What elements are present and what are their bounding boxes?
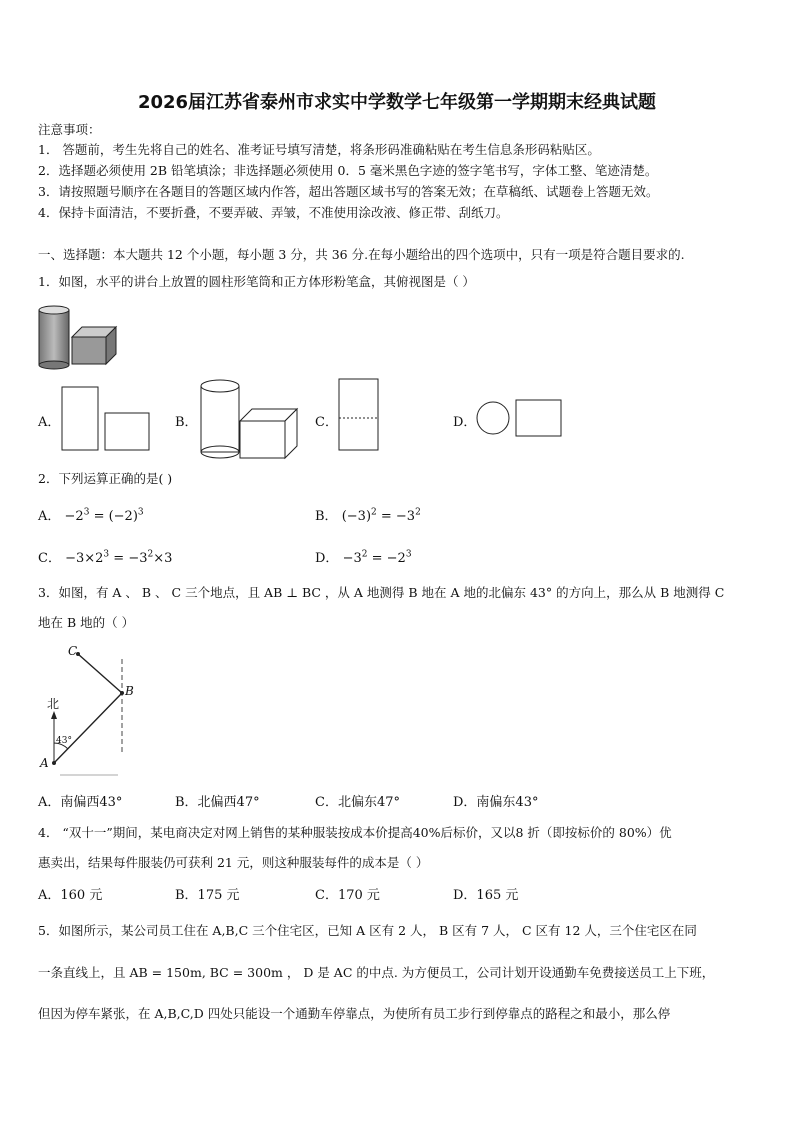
q3-point-a: A xyxy=(40,756,49,770)
q4-stem-line1: 4． “双十一”期间，某电商决定对网上销售的某种服装按成本价提高40%后标价，又以8 折（即按标价的 80%）优 xyxy=(38,825,672,840)
q3-point-b: B xyxy=(125,684,134,698)
q5-stem-line2: 一条直线上，且 AB = 150m, BC = 300m ， D 是 AC 的中点. 为方便员工，公司计划开设通勤车免费接送员工上下班， xyxy=(38,965,715,980)
notice-item-2: 2．选择题必须使用 2B 铅笔填涂；非选择题必须使用 0．5 毫米黑色字迹的签字笔书写，字体工整、笔迹清楚。 xyxy=(38,163,658,178)
q3-option-a: A．南偏西43° xyxy=(38,795,123,810)
q1-option-d-figure xyxy=(476,398,564,438)
q3-stem-line2: 地在 B 地的（ ） xyxy=(38,615,135,630)
q2-option-c: C． $-3\times 2^3 = -3^2\times 3$ xyxy=(38,549,173,566)
q1-option-a-label: A． xyxy=(38,415,61,430)
notice-item-4: 4．保持卡面清洁，不要折叠，不要弄破、弄皱，不准使用涂改液、修正带、刮纸刀。 xyxy=(38,205,509,220)
q2-option-d: D． $-3^2 = -2^3$ xyxy=(315,549,412,566)
q4-option-d: D．165 元 xyxy=(453,888,519,903)
q2-option-b: B． $(-3)^2 = -3^2$ xyxy=(315,507,421,524)
section-heading: 一、选择题：本大题共 12 个小题，每小题 3 分，共 36 分.在每小题给出的四个选项中，只有一项是符合题目要求的. xyxy=(38,247,685,262)
q1-option-c-figure xyxy=(338,378,380,452)
q5-stem-line3: 但因为停车紧张，在 A,B,C,D 四处只能设一个通勤车停靠点，为使所有员工步行到停靠点的路程之和最小，那么停 xyxy=(38,1006,671,1021)
q1-figure xyxy=(38,302,128,372)
notice-item-1: 1． 答题前，考生先将自己的姓名、准考证号填写清楚，将条形码准确粘贴在考生信息条形码粘贴区。 xyxy=(38,142,600,157)
q4-option-a: A．160 元 xyxy=(38,888,103,903)
q2-option-a: A． $-2^3 = (-2)^3$ xyxy=(38,507,144,524)
q3-stem-line1: 3．如图，有 A 、 B 、 C 三个地点，且 AB ⊥ BC ，从 A 地测得 B 地在 A 地的北偏东 43° 的方向上，那么从 B 地测得 C xyxy=(38,585,725,600)
q1-option-b-figure xyxy=(198,378,300,460)
q5-stem-line1: 5．如图所示，某公司员工住在 A,B,C 三个住宅区，已知 A 区有 2 人， B 区有 7 人， C 区有 12 人，三个住宅区在同 xyxy=(38,923,697,938)
q3-north-label: 北 xyxy=(47,697,60,711)
q3-option-d: D．南偏东43° xyxy=(453,795,539,810)
q3-point-c: C xyxy=(68,644,78,658)
q3-option-b: B．北偏西47° xyxy=(175,795,260,810)
q4-stem-line2: 惠卖出，结果每件服装仍可获利 21 元，则这种服装每件的成本是（ ） xyxy=(38,855,429,870)
page-title: 2026届江苏省泰州市求实中学数学七年级第一学期期末经典试题 xyxy=(137,92,657,113)
q4-option-c: C．170 元 xyxy=(315,888,380,903)
notice-heading: 注意事项： xyxy=(38,122,101,137)
q1-option-d-label: D． xyxy=(453,415,477,430)
q1-option-b-label: B． xyxy=(175,415,198,430)
q3-angle-label: 43° xyxy=(56,736,72,746)
q4-option-b: B．175 元 xyxy=(175,888,240,903)
notice-item-3: 3．请按照题号顺序在各题目的答题区域内作答，超出答题区域书写的答案无效；在草稿纸、试题卷上答题无效。 xyxy=(38,184,659,199)
q1-option-c-label: C． xyxy=(315,415,338,430)
q1-option-a-figure xyxy=(61,386,151,452)
q2-stem: 2．下列运算正确的是( ) xyxy=(38,471,173,486)
q1-stem: 1．如图，水平的讲台上放置的圆柱形笔筒和正方体形粉笔盒，其俯视图是（ ） xyxy=(38,274,475,289)
q3-option-c: C．北偏东47° xyxy=(315,795,400,810)
